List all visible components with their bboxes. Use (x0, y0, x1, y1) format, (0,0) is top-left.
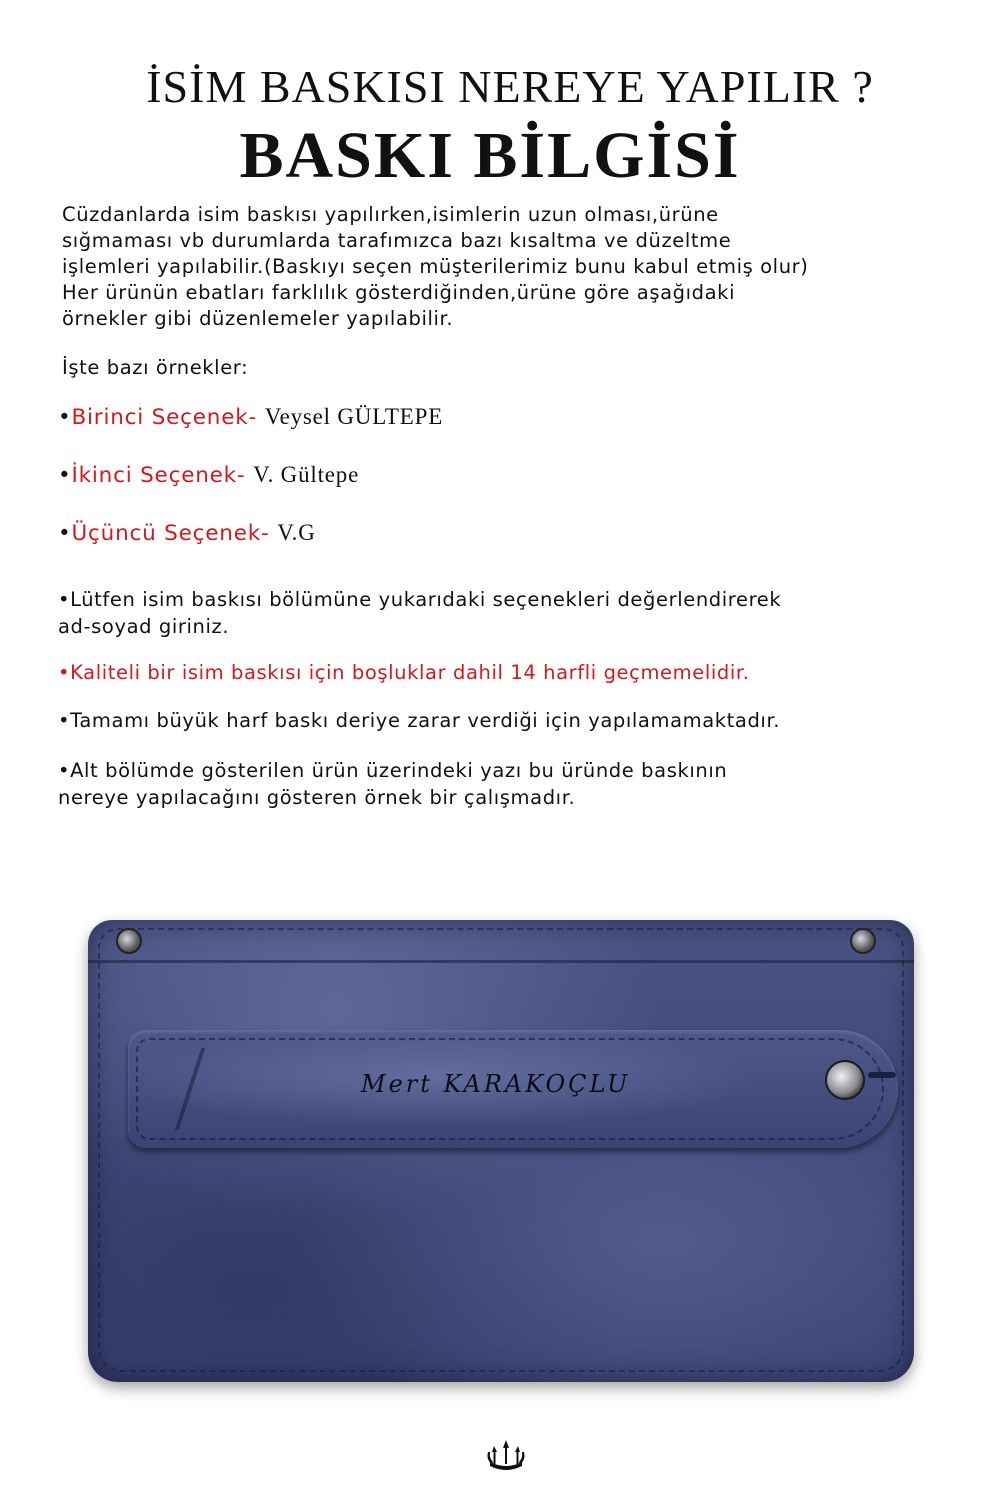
note-line: ad-soyad giriniz. (58, 615, 230, 638)
wallet-flap-line (88, 960, 914, 963)
intro-line: örnekler gibi düzenlemeler yapılabilir. (62, 307, 454, 330)
note-line: •Lütfen isim baskısı bölümüne yukarıdaki seçenekleri değerlendirerek (58, 588, 782, 611)
strap-slot (868, 1072, 896, 1078)
intro-line: Her ürünün ebatları farklılık gösterdiğinden,ürüne göre aşağıdaki (62, 281, 736, 304)
option-bullet: • (58, 521, 72, 546)
option-value: V. Gültepe (253, 462, 360, 487)
option-label: İkinci Seçenek- (71, 463, 246, 488)
option-label: Üçüncü Seçenek- (71, 521, 270, 546)
engraved-name: Mert KARAKOÇLU (361, 1070, 631, 1098)
option-bullet: • (58, 463, 72, 488)
intro-line: işlemleri yapılabilir.(Baskıyı seçen müşterilerimiz bunu kabul etmiş olur) (62, 255, 809, 278)
page-title-line1: İSİM BASKISI NEREYE YAPILIR ? (146, 61, 874, 112)
option-third (58, 520, 316, 546)
option-label: Birinci Seçenek- (71, 405, 258, 430)
note-line: nereye yapılacağını gösteren örnek bir çalışmadır. (58, 786, 576, 809)
note-line: •Kaliteli bir isim baskısı için boşluklar dahil 14 harfli geçmemelidir. (58, 661, 750, 684)
intro-paragraph (62, 202, 962, 332)
option-value: V.G (277, 520, 316, 545)
option-second (58, 462, 359, 488)
trident-crown-icon (486, 1438, 526, 1474)
wallet-product-image (88, 920, 914, 1382)
note-letter-limit (58, 659, 958, 686)
strap-button-icon (825, 1060, 865, 1100)
note-line: •Alt bölümde gösterilen ürün üzerindeki yazı bu üründe baskının (58, 759, 728, 782)
option-first (58, 404, 443, 430)
option-bullet: • (58, 405, 72, 430)
snap-left-icon (116, 928, 142, 954)
option-value: Veysel GÜLTEPE (264, 404, 444, 429)
note-line: •Tamamı büyük harf baskı deriye zarar verdiği için yapılamamaktadır. (58, 709, 781, 732)
intro-line: sığmaması vb durumlarda tarafımızca bazı kısaltma ve düzeltme (62, 229, 732, 252)
wallet-strap (128, 1030, 898, 1148)
note-enter-name (58, 586, 958, 640)
page-title-line2: BASKI BİLGİSİ (239, 119, 741, 192)
wallet-stitching (98, 928, 904, 1372)
snap-right-icon (850, 928, 876, 954)
note-sample (58, 757, 958, 811)
note-uppercase (58, 707, 958, 734)
intro-line: Cüzdanlarda isim baskısı yapılırken,isimlerin uzun olması,ürüne (62, 203, 719, 226)
examples-heading: İşte bazı örnekler: (62, 356, 249, 379)
